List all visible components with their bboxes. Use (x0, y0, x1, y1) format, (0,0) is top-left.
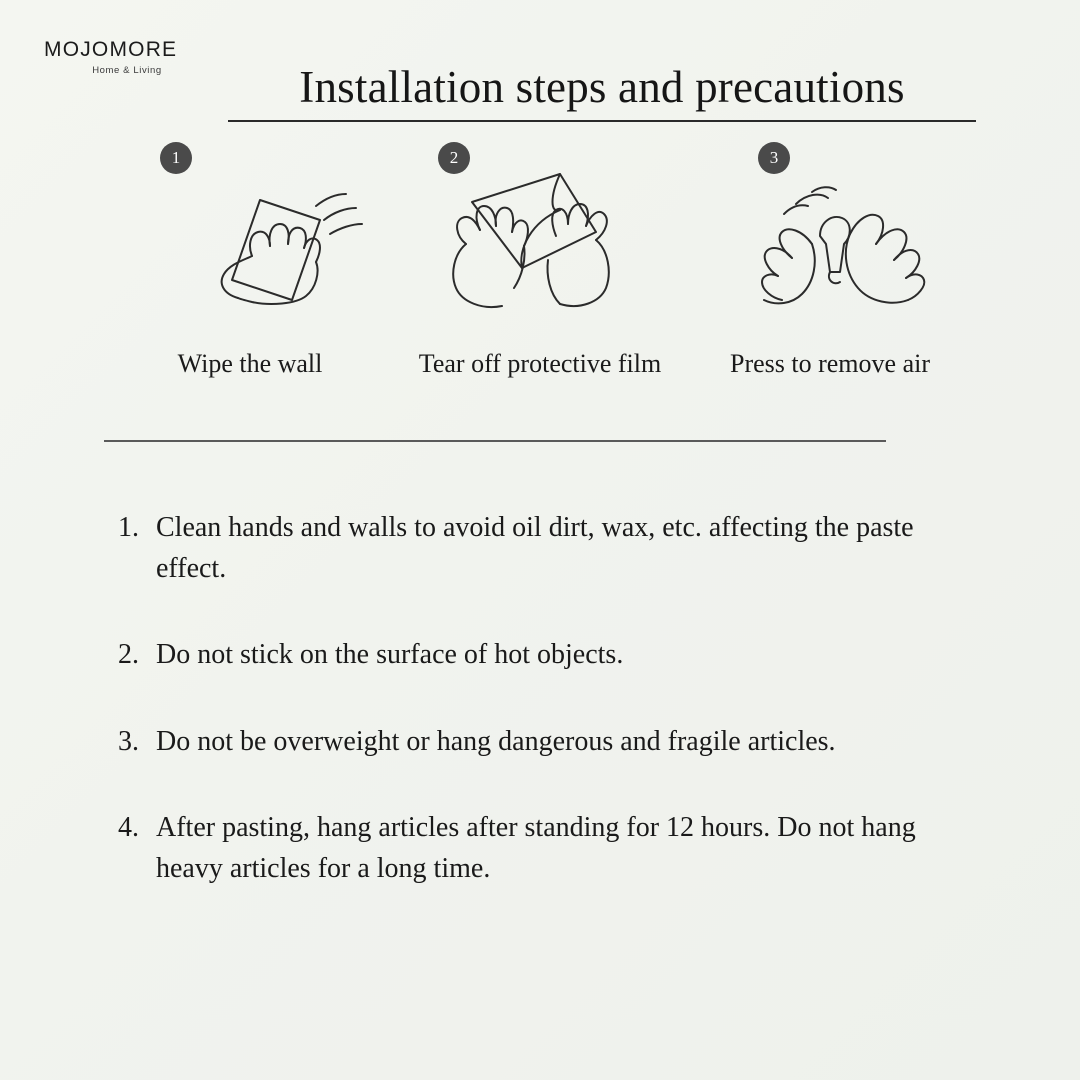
list-item-number: 2. (118, 639, 139, 671)
hands-pressing-hook-icon (700, 148, 960, 338)
hands-tearing-film-icon (410, 148, 670, 338)
section-divider (104, 440, 886, 442)
list-item-text: Do not stick on the surface of hot objects. (156, 639, 624, 671)
list-item (118, 722, 998, 763)
title-underline (228, 120, 976, 122)
list-item-number: 4. (118, 812, 139, 844)
step-number-badge: 1 (160, 142, 192, 174)
step-label: Press to remove air (729, 349, 930, 378)
step-number-badge: 3 (758, 142, 790, 174)
list-item (118, 808, 998, 889)
page-title-block (228, 62, 976, 122)
step-item (400, 140, 680, 384)
page-title: Installation steps and precautions (299, 62, 905, 112)
list-item-text: After pasting, hang articles after standing for 12 hours. Do not hang heavy articles for a long time. (156, 812, 916, 884)
list-item-text: Clean hands and walls to avoid oil dirt, wax, etc. affecting the paste effect. (156, 512, 914, 584)
hand-wiping-cloth-icon (120, 148, 380, 338)
list-item-number: 1. (118, 512, 139, 543)
list-item-number: 3. (118, 725, 139, 757)
step-label: Wipe the wall (177, 349, 323, 378)
list-item (118, 508, 998, 589)
list-item-text: Do not be overweight or hang dangerous and fragile articles. (156, 725, 836, 757)
step-label: Tear off protective film (418, 349, 662, 378)
step-item (110, 140, 390, 384)
precautions-list (118, 508, 998, 936)
brand-name: MOJOMORE (44, 38, 178, 61)
step-item (690, 140, 970, 384)
list-item (118, 635, 998, 676)
step-number-badge: 2 (438, 142, 470, 174)
steps-row (110, 140, 970, 384)
brand-tagline: Home & Living (92, 65, 162, 76)
